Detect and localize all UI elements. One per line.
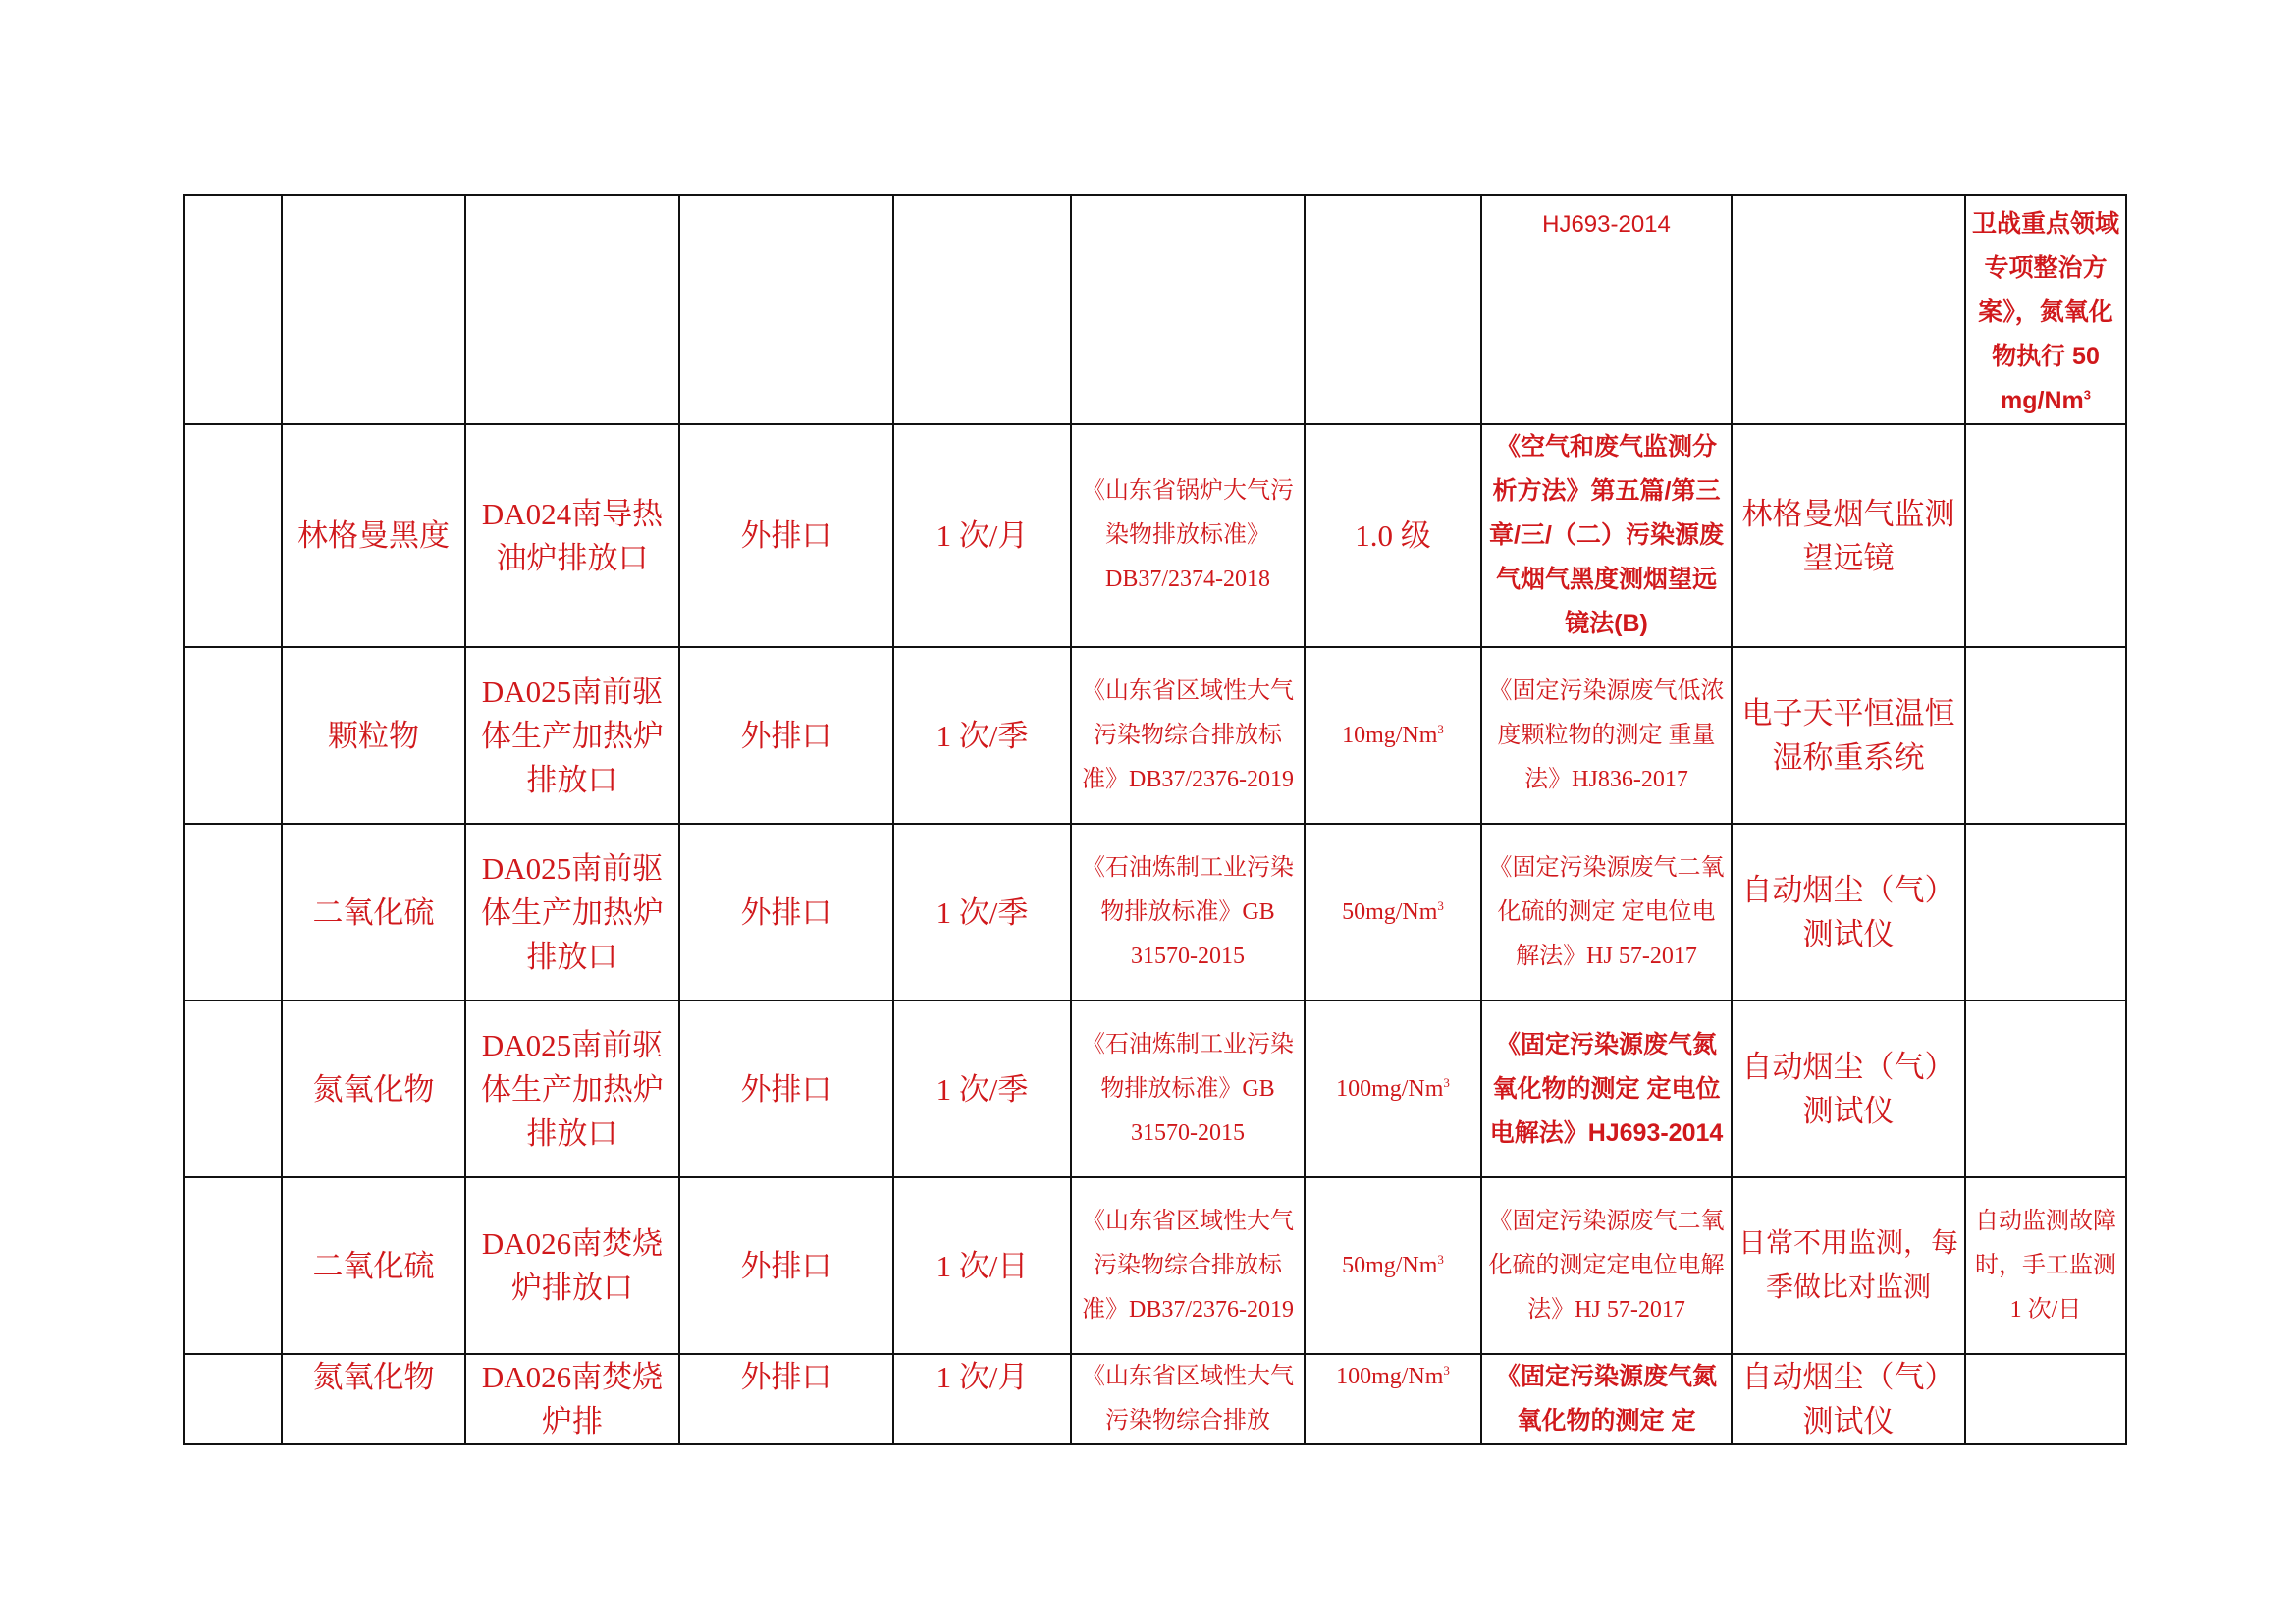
outlet-type-cell: 外排口 [679,1354,893,1444]
index-cell [184,1177,282,1354]
method-cell: 《固定污染源废气二氧化硫的测定 定电位电解法》HJ 57-2017 [1481,824,1732,1001]
outlet-cell [465,195,679,424]
standard-cell: 《山东省区域性大气污染物综合排放标准》DB37/2376-2019 [1071,1177,1305,1354]
table-row [184,424,2126,647]
note-superscript: 3 [2083,387,2091,403]
note-cell: 自动监测故障时，手工监测 1 次/日 [1965,1177,2126,1354]
outlet-cell: DA024南导热油炉排放口 [465,424,679,647]
limit-superscript: 3 [1443,1363,1450,1378]
note-cell [1965,647,2126,824]
table-row [184,195,2126,424]
note-cell [1965,1354,2126,1444]
index-cell [184,1001,282,1177]
standard-cell [1071,195,1305,424]
instrument-cell: 电子天平恒温恒湿称重系统 [1732,647,1965,824]
note-cell [1965,195,2126,424]
instrument-cell [1732,195,1965,424]
instrument-cell: 自动烟尘（气）测试仪 [1732,824,1965,1001]
limit-cell: 1.0 级 [1305,424,1481,647]
limit-cell [1305,1001,1481,1177]
limit-cell [1305,1177,1481,1354]
limit-superscript: 3 [1437,897,1444,913]
pollutant-cell: 颗粒物 [282,647,465,824]
table-row [184,1177,2126,1354]
method-cell: 《空气和废气监测分析方法》第五篇/第三章/三/（二）污染源废气烟气黑度测烟望远镜法(B) [1481,424,1732,647]
outlet-type-cell: 外排口 [679,1177,893,1354]
outlet-type-cell: 外排口 [679,424,893,647]
limit-value: 50mg/Nm [1342,1252,1438,1278]
limit-value: 50mg/Nm [1342,898,1438,925]
index-cell [184,647,282,824]
pollutant-cell [282,195,465,424]
frequency-cell: 1 次/月 [893,1354,1071,1444]
outlet-type-cell: 外排口 [679,647,893,824]
limit-superscript: 3 [1437,721,1444,736]
method-cell: 《固定污染源废气氮氧化物的测定 定 [1481,1354,1732,1444]
monitoring-table [183,194,2127,1445]
limit-value: 100mg/Nm [1336,1364,1444,1389]
outlet-type-cell: 外排口 [679,1001,893,1177]
instrument-cell: 林格曼烟气监测望远镜 [1732,424,1965,647]
frequency-cell [893,195,1071,424]
frequency-cell: 1 次/季 [893,824,1071,1001]
pollutant-cell: 二氧化硫 [282,1177,465,1354]
limit-superscript: 3 [1443,1074,1450,1090]
instrument-cell: 自动烟尘（气）测试仪 [1732,1001,1965,1177]
limit-value: 100mg/Nm [1336,1075,1444,1102]
table-row [184,1001,2126,1177]
standard-cell: 《石油炼制工业污染物排放标准》GB 31570-2015 [1071,1001,1305,1177]
index-cell [184,195,282,424]
pollutant-cell: 二氧化硫 [282,824,465,1001]
limit-cell [1305,195,1481,424]
pollutant-cell: 氮氧化物 [282,1001,465,1177]
note-cell [1965,424,2126,647]
method-cell: 《固定污染源废气氮氧化物的测定 定电位电解法》HJ693-2014 [1481,1001,1732,1177]
standard-cell: 《山东省锅炉大气污染物排放标准》DB37/2374-2018 [1071,424,1305,647]
table-row [184,1354,2126,1444]
note-text: 卫战重点领域专项整治方案》，氮氧化物执行 50 mg/Nm [1972,210,2120,414]
outlet-type-cell: 外排口 [679,824,893,1001]
frequency-cell: 1 次/日 [893,1177,1071,1354]
pollutant-cell: 氮氧化物 [282,1354,465,1444]
outlet-cell: DA025南前驱体生产加热炉排放口 [465,824,679,1001]
note-cell [1965,824,2126,1001]
table-row [184,647,2126,824]
limit-cell [1305,647,1481,824]
instrument-cell: 自动烟尘（气）测试仪 [1732,1354,1965,1444]
table-row [184,824,2126,1001]
method-cell: 《固定污染源废气二氧化硫的测定定电位电解法》HJ 57-2017 [1481,1177,1732,1354]
outlet-cell: DA025南前驱体生产加热炉排放口 [465,647,679,824]
outlet-cell: DA026南焚烧炉排放口 [465,1177,679,1354]
index-cell [184,824,282,1001]
frequency-cell: 1 次/季 [893,1001,1071,1177]
standard-cell: 《山东省区域性大气污染物综合排放 [1071,1354,1305,1444]
index-cell [184,1354,282,1444]
limit-value: 10mg/Nm [1342,722,1438,748]
standard-cell: 《石油炼制工业污染物排放标准》GB 31570-2015 [1071,824,1305,1001]
outlet-cell: DA025南前驱体生产加热炉排放口 [465,1001,679,1177]
method-cell: HJ693-2014 [1481,195,1732,424]
outlet-cell: DA026南焚烧炉排 [465,1354,679,1444]
limit-superscript: 3 [1437,1251,1444,1267]
standard-cell: 《山东省区域性大气污染物综合排放标准》DB37/2376-2019 [1071,647,1305,824]
note-cell [1965,1001,2126,1177]
outlet-type-cell [679,195,893,424]
pollutant-cell: 林格曼黑度 [282,424,465,647]
method-cell: 《固定污染源废气低浓度颗粒物的测定 重量法》HJ836-2017 [1481,647,1732,824]
instrument-cell: 日常不用监测，每季做比对监测 [1732,1177,1965,1354]
index-cell [184,424,282,647]
limit-cell [1305,824,1481,1001]
frequency-cell: 1 次/季 [893,647,1071,824]
limit-cell [1305,1354,1481,1444]
frequency-cell: 1 次/月 [893,424,1071,647]
